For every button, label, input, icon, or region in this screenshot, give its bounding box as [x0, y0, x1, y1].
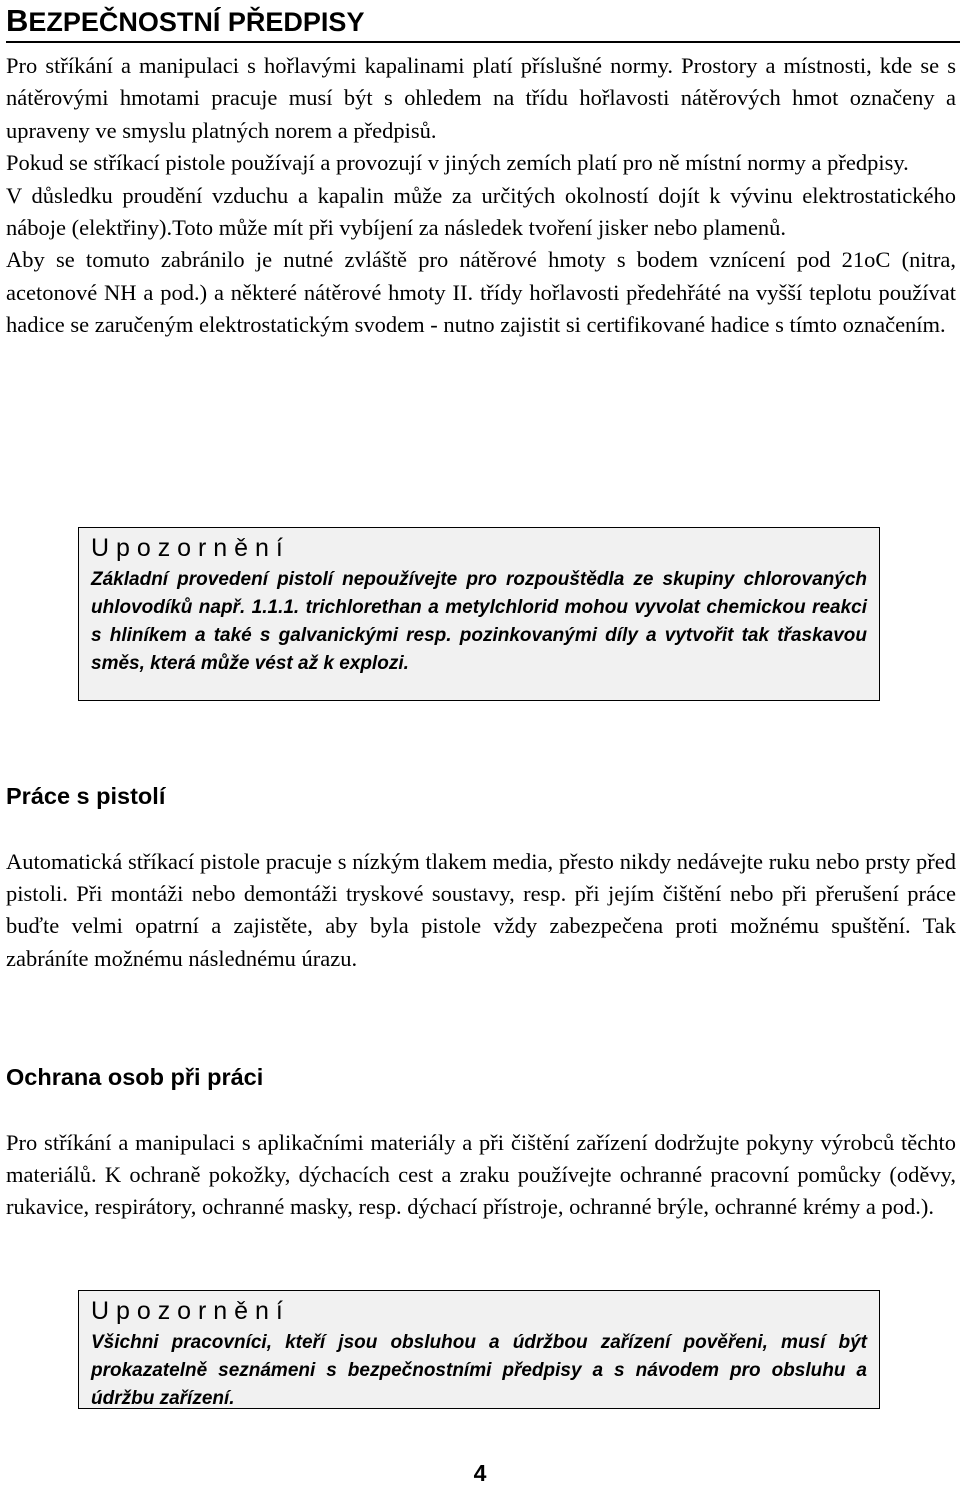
intro-paragraph: Pro stříkání a manipulaci s hořlavými kapalinami platí příslušné normy. Prostory a místnosti, kde se s nátěrovými hmotami pracuje musí být s ohledem na třídu hořlavosti nátěrových hmot označeny a upraveny ve smyslu platných norem a předpisů.	[6, 53, 956, 143]
section-heading-prace: Práce s pistolí	[6, 783, 166, 809]
page-title	[6, 2, 960, 43]
warning-text: Všichni pracovníci, kteří jsou obsluhou a údržbou zařízení pověřeni, musí být prokazatelně seznámeni s bezpečnostními předpisy a s návodem pro obsluhu a údržbu zařízení.	[91, 1332, 867, 1409]
warning-title: U p o z o r n ě n í	[91, 534, 283, 562]
section-prace	[6, 823, 956, 998]
intro-paragraph: V důsledku proudění vzduchu a kapalin může za určitých okolností dojít k vývinu elektrostatického náboje (elektřiny).Toto může mít při vybíjení za následek tvoření jisker nebo plamenů.	[6, 182, 956, 241]
section-ochrana	[6, 1104, 956, 1246]
intro-paragraph: Aby se tomuto zabránilo je nutné zvláště pro nátěrové hmoty s bodem vznícení pod 21oC (nitra, acetonové NH a pod.) a některé nátěrové hmoty II. třídy hořlavosti předehřáté na vyšší teplotu používat hadice se zaručeným elektrostatickým svodem - nutno zajistit si certifikované hadice s tímto označením.	[6, 247, 956, 338]
page-number: 4	[473, 1460, 487, 1486]
intro-section	[6, 50, 956, 342]
section-paragraph: Automatická stříkací pistole pracuje s nízkým tlakem media, přesto nikdy nedávejte ruku nebo prsty před pistoli. Při montáži nebo demontáži tryskové soustavy, resp. při jejím čištění nebo při přerušení práce buďte velmi opatrní a zajistěte, aby byla pistole vždy zabezpečena proti možnému spuštění. Tak zabráníte možnému následnému úrazu.	[6, 848, 956, 971]
page-title-initial: B	[6, 3, 29, 38]
warning-title: U p o z o r n ě n í	[91, 1297, 283, 1325]
warning-text: Základní provedení pistolí nepoužívejte pro rozpouštědla ze skupiny chlorovaných uhlovodíků např. 1.1.1. trichlorethan a metylchlorid mohou vyvolat chemickou reakci s hliníkem a také s galvanickými resp. pozinkovanými díly a vytvořit tak třaskavou směs, která může vést až k explozi.	[91, 569, 867, 674]
section-heading-ochrana: Ochrana osob při práci	[6, 1064, 264, 1090]
warning-box-solvents	[78, 527, 880, 701]
warning-box-training	[78, 1290, 880, 1409]
section-paragraph: Pro stříkání a manipulaci s aplikačními materiály a při čištění zařízení dodržujte pokyny výrobců těchto materiálů. K ochraně pokožky, dýchacích cest a zraku používejte ochranné pracovní pomůcky (oděvy, rukavice, respirátory, ochranné masky, resp. dýchací přístroje, ochranné brýle, ochranné krémy a pod.).	[6, 1129, 956, 1220]
page-title-rest: EZPEČNOSTNÍ PŘEDPISY	[28, 7, 365, 37]
intro-paragraph: Pokud se stříkací pistole používají a provozují v jiných zemích platí pro ně místní normy a předpisy.	[6, 150, 909, 176]
